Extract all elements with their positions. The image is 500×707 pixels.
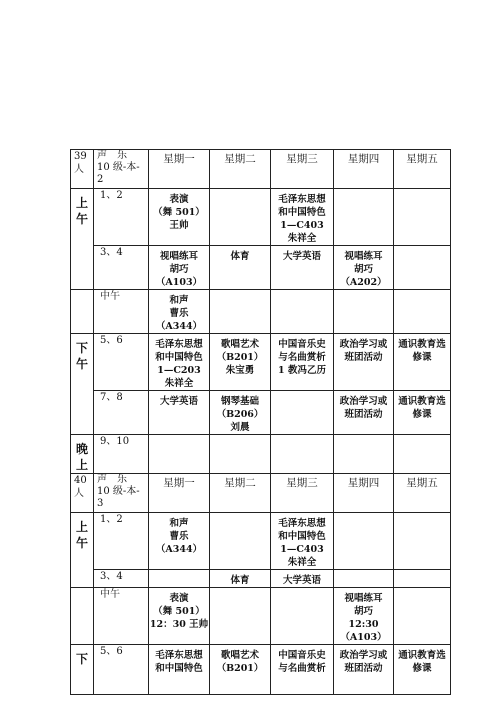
- course-cell-line: （舞 501）: [153, 606, 205, 617]
- schedule-row: [71, 189, 451, 246]
- time-slot: 1、2: [94, 513, 149, 570]
- class-name: [94, 150, 149, 189]
- course-cell-line: 胡巧: [353, 606, 373, 617]
- time-slot: 3、4: [94, 246, 149, 290]
- day-header: 星期一: [149, 150, 210, 189]
- period-label: 晚上: [71, 435, 94, 474]
- course-cell-line: 毛泽东思想: [155, 650, 203, 661]
- day-header: 星期二: [210, 474, 271, 513]
- course-cell: [271, 645, 334, 695]
- course-cell-line: 体育: [230, 575, 250, 586]
- course-cell: [149, 513, 210, 570]
- course-cell: [149, 645, 210, 695]
- course-cell-line: 与名曲赏析: [278, 352, 326, 363]
- course-cell: [149, 391, 210, 435]
- schedule-row: [71, 290, 451, 334]
- day-header: 星期四: [334, 474, 394, 513]
- course-cell: [210, 570, 271, 588]
- day-header: 星期三: [271, 474, 334, 513]
- course-cell-line: 刘晨: [230, 422, 250, 433]
- course-cell-line: 毛泽东思想: [155, 339, 203, 350]
- course-cell: [394, 290, 451, 334]
- course-cell-line: 和声: [169, 518, 189, 529]
- course-cell-line: 1—C403: [280, 220, 324, 231]
- course-cell-line: 毛泽东思想: [278, 194, 326, 205]
- course-cell-line: 和中国特色: [278, 207, 326, 218]
- course-cell: [149, 570, 210, 588]
- course-cell-line: 中国音乐史: [278, 650, 326, 661]
- course-cell: [271, 246, 334, 290]
- day-header: 星期三: [271, 150, 334, 189]
- class-name-line: 3: [97, 498, 104, 509]
- course-cell: [210, 588, 271, 645]
- course-cell-line: 表演: [169, 593, 189, 604]
- day-header: 星期五: [394, 474, 451, 513]
- course-cell-line: 歌唱艺术: [220, 650, 259, 661]
- course-cell-line: （舞 501）: [153, 207, 205, 218]
- course-cell-line: 1—C403: [280, 544, 324, 555]
- schedule-row: [71, 435, 451, 474]
- course-cell: [210, 290, 271, 334]
- course-cell-line: 1 教冯乙历: [278, 365, 326, 376]
- class-name-line: 2: [97, 174, 104, 185]
- course-cell: [334, 588, 394, 645]
- course-cell-line: 班团活动: [344, 409, 383, 420]
- course-cell-line: 政治学习或: [339, 650, 388, 661]
- course-cell: [271, 334, 334, 391]
- course-cell: [394, 334, 451, 391]
- course-cell: [210, 513, 271, 570]
- course-cell: [271, 189, 334, 246]
- course-cell: [210, 645, 271, 695]
- course-cell: [210, 435, 271, 474]
- time-slot: 9、10: [94, 435, 149, 474]
- course-cell: [334, 290, 394, 334]
- class-header-row: [71, 150, 451, 189]
- course-cell-line: 1—C203: [157, 365, 201, 376]
- course-cell: [210, 334, 271, 391]
- course-cell-line: 修课: [412, 409, 432, 420]
- class-name: [94, 474, 149, 513]
- course-cell: [271, 435, 334, 474]
- course-cell: [271, 513, 334, 570]
- schedule-table: [70, 149, 451, 695]
- course-cell: [149, 246, 210, 290]
- course-cell-line: 12：30 王帅: [149, 619, 209, 630]
- course-cell-line: 班团活动: [344, 663, 383, 674]
- schedule-row: [71, 391, 451, 435]
- course-cell-line: 胡巧: [353, 264, 373, 275]
- course-cell: [210, 189, 271, 246]
- period-label: [71, 290, 94, 334]
- class-name-line: 声 乐: [97, 150, 127, 161]
- time-slot: 中午: [94, 290, 149, 334]
- time-slot: 5、6: [94, 645, 149, 695]
- course-cell: [149, 290, 210, 334]
- course-cell-line: 朱祥全: [287, 557, 317, 568]
- course-cell-line: 政治学习或: [339, 396, 388, 407]
- course-cell: [334, 645, 394, 695]
- schedule-row: [71, 334, 451, 391]
- course-cell-line: 12:30（A103）: [340, 619, 387, 643]
- course-cell: [334, 246, 394, 290]
- course-cell-line: 朱祥全: [287, 233, 317, 244]
- course-cell-line: 通识教育选: [398, 396, 446, 407]
- time-slot: 3、4: [94, 570, 149, 588]
- time-slot: 中午: [94, 588, 149, 645]
- course-cell: [271, 290, 334, 334]
- time-slot: 1、2: [94, 189, 149, 246]
- course-cell: [394, 189, 451, 246]
- course-cell: [271, 588, 334, 645]
- course-cell: [334, 570, 394, 588]
- course-cell-line: 毛泽东思想: [278, 518, 326, 529]
- course-cell-line: 班团活动: [344, 352, 383, 363]
- course-cell: [334, 391, 394, 435]
- day-header: 星期一: [149, 474, 210, 513]
- course-cell-line: （B201）: [216, 663, 264, 674]
- course-cell: [149, 189, 210, 246]
- time-slot: 7、8: [94, 391, 149, 435]
- course-cell-line: 朱祥全: [164, 378, 194, 389]
- course-cell-line: 与名曲赏析: [278, 663, 326, 674]
- course-cell-line: 视唱练耳: [159, 251, 198, 262]
- course-cell: [271, 391, 334, 435]
- course-cell-line: 大学英语: [159, 396, 198, 407]
- course-cell-line: 大学英语: [282, 575, 321, 586]
- course-cell-line: 政治学习或: [339, 339, 388, 350]
- course-cell-line: （A344）: [155, 321, 203, 332]
- period-label: 下: [71, 645, 94, 695]
- course-cell-line: （A103）: [155, 277, 203, 288]
- course-cell-line: 和中国特色: [155, 352, 203, 363]
- course-cell: [334, 189, 394, 246]
- course-cell-line: 歌唱艺术: [220, 339, 259, 350]
- course-cell-line: 和中国特色: [155, 663, 203, 674]
- course-cell-line: 视唱练耳: [344, 251, 383, 262]
- course-cell-line: 和中国特色: [278, 531, 326, 542]
- course-cell-line: （B201）: [216, 352, 264, 363]
- course-cell: [394, 246, 451, 290]
- course-cell-line: 王帅: [169, 220, 189, 231]
- day-header: 星期二: [210, 150, 271, 189]
- course-cell-line: 修课: [412, 663, 432, 674]
- course-cell: [394, 391, 451, 435]
- course-cell-line: 曹乐: [169, 308, 189, 319]
- class-size: 39人: [71, 150, 94, 189]
- course-cell: [394, 588, 451, 645]
- course-cell: [149, 334, 210, 391]
- course-cell-line: 体育: [230, 251, 250, 262]
- course-cell: [149, 435, 210, 474]
- course-cell-line: （A344）: [155, 544, 203, 555]
- day-header: 星期五: [394, 150, 451, 189]
- class-size: 40人: [71, 474, 94, 513]
- period-label: 下午: [71, 334, 94, 435]
- schedule-row: [71, 570, 451, 588]
- course-cell: [210, 391, 271, 435]
- course-cell-line: 通识教育选: [398, 650, 446, 661]
- course-cell: [394, 435, 451, 474]
- day-header: 星期四: [334, 150, 394, 189]
- course-cell-line: 曹乐: [169, 531, 189, 542]
- course-cell: [271, 570, 334, 588]
- class-header-row: [71, 474, 451, 513]
- schedule-row: [71, 588, 451, 645]
- course-cell: [149, 588, 210, 645]
- course-cell: [334, 513, 394, 570]
- course-cell-line: 视唱练耳: [344, 593, 383, 604]
- class-name-line: 10 级-本-: [97, 486, 140, 497]
- course-cell-line: （A202）: [340, 277, 387, 288]
- schedule-row: [71, 513, 451, 570]
- schedule-row: [71, 246, 451, 290]
- course-cell-line: 胡巧: [169, 264, 189, 275]
- period-label: 上午: [71, 189, 94, 290]
- course-cell-line: 和声: [169, 295, 189, 306]
- course-cell-line: 表演: [169, 194, 189, 205]
- course-cell: [334, 334, 394, 391]
- course-cell-line: 钢琴基础: [220, 396, 259, 407]
- period-label: [71, 588, 94, 645]
- course-cell-line: 中国音乐史: [278, 339, 326, 350]
- course-cell-line: 朱宝勇: [225, 365, 255, 376]
- course-cell-line: 大学英语: [282, 251, 321, 262]
- time-slot: 5、6: [94, 334, 149, 391]
- course-cell: [394, 513, 451, 570]
- class-name-line: 10 级-本-: [97, 162, 140, 173]
- course-cell: [334, 435, 394, 474]
- course-cell: [394, 645, 451, 695]
- course-cell: [394, 570, 451, 588]
- course-cell: [210, 246, 271, 290]
- course-cell-line: 通识教育选: [398, 339, 446, 350]
- schedule-row: [71, 645, 451, 695]
- period-label: 上午: [71, 513, 94, 588]
- class-name-line: 声 乐: [97, 474, 127, 485]
- course-cell-line: 修课: [412, 352, 432, 363]
- course-cell-line: （B206）: [216, 409, 264, 420]
